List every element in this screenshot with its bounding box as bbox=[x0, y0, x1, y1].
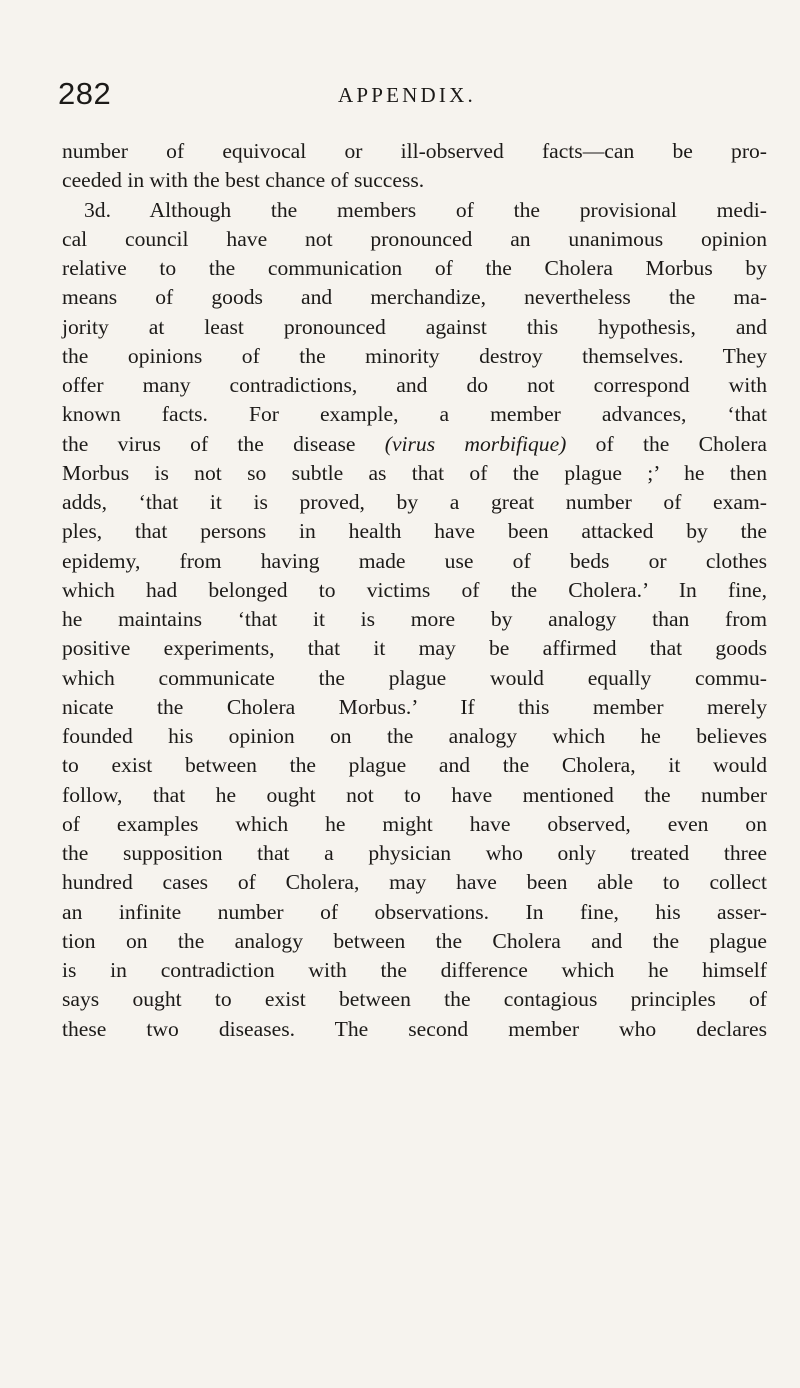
text-line: jority at least pronounced against this hypothesis, and bbox=[62, 314, 767, 339]
page-number: 282 bbox=[58, 76, 112, 111]
body-text bbox=[62, 137, 767, 1044]
text-line: the opinions of the minority destroy themselves. They bbox=[62, 343, 767, 368]
text-line: which had belonged to victims of the Cholera.’ In fine, bbox=[62, 577, 767, 602]
paragraph-start-line: 3d. Although the members of the provisional medi- bbox=[84, 197, 767, 222]
text-line: tion on the analogy between the Cholera and the plague bbox=[62, 928, 767, 953]
text-line: which communicate the plague would equally commu- bbox=[62, 665, 767, 690]
text-line: cal council have not pronounced an unanimous opinion bbox=[62, 226, 767, 251]
text-line: ceeded in with the best chance of success. bbox=[62, 168, 425, 193]
text-line: an infinite number of observations. In fine, his asser- bbox=[62, 899, 767, 924]
italic-phrase: (virus morbifique) bbox=[384, 431, 567, 456]
text-line: he maintains ‘that it is more by analogy than from bbox=[62, 607, 767, 631]
text-line: adds, ‘that it is proved, by a great number of exam- bbox=[62, 490, 767, 514]
text-line: positive experiments, that it may be affirmed that goods bbox=[62, 636, 767, 661]
text-line: Morbus is not so subtle as that of the plague ;’ he then bbox=[62, 460, 767, 485]
text-line: number of equivocal or ill-observed facts—can be pro- bbox=[62, 139, 767, 163]
text-line: relative to the communication of the Cholera Morbus by bbox=[62, 256, 767, 280]
text-line: to exist between the plague and the Cholera, it would bbox=[62, 753, 767, 778]
text-line: is in contradiction with the difference which he himself bbox=[62, 958, 767, 982]
text-line: nicate the Cholera Morbus.’ If this member merely bbox=[62, 694, 767, 719]
text-line: the supposition that a physician who only treated three bbox=[62, 841, 767, 865]
text-line: follow, that he ought not to have mentioned the number bbox=[62, 782, 767, 807]
text-line: says ought to exist between the contagious principles of bbox=[62, 987, 767, 1012]
text-line: ples, that persons in health have been attacked by the bbox=[62, 519, 767, 544]
text-line: means of goods and merchandize, nevertheless the ma- bbox=[62, 285, 767, 310]
running-title: APPENDIX. bbox=[338, 83, 476, 107]
text-line: of examples which he might have observed, even on bbox=[62, 811, 767, 836]
line-segment: the virus of the disease bbox=[62, 431, 385, 456]
text-line: hundred cases of Cholera, may have been able to collect bbox=[62, 870, 767, 895]
text-line: founded his opinion on the analogy which he believes bbox=[62, 724, 767, 748]
text-line-with-italic bbox=[62, 430, 767, 459]
page-header bbox=[58, 76, 758, 116]
line-segment: of the Cholera bbox=[566, 431, 767, 456]
text-line: these two diseases. The second member who declares bbox=[62, 1016, 767, 1041]
text-line: offer many contradictions, and do not correspond with bbox=[62, 373, 767, 397]
text-line: epidemy, from having made use of beds or clothes bbox=[62, 548, 767, 573]
text-line: known facts. For example, a member advances, ‘that bbox=[62, 402, 767, 427]
